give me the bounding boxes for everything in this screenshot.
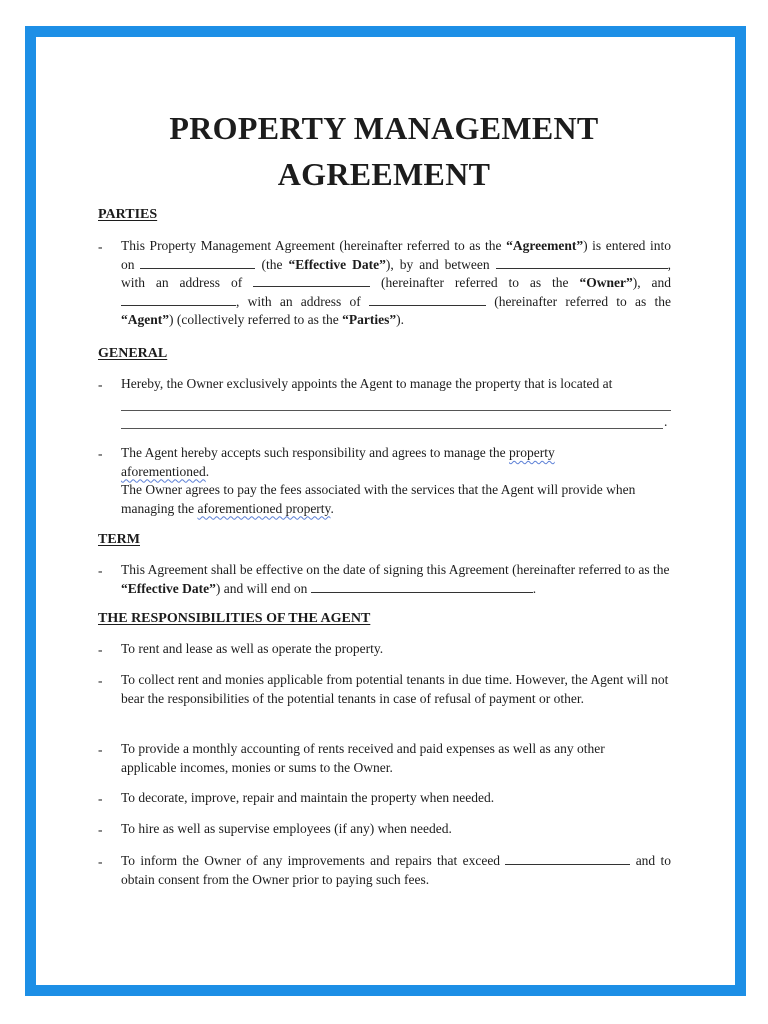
term-paragraph: This Agreement shall be effective on the date of signing this Agreement (hereinafter referred to as the “Effective Date”) and will end on . [121,562,670,596]
title-line-1: PROPERTY MANAGEMENT [169,110,599,146]
section-heading-responsibilities: THE RESPONSIBILITIES OF THE AGENT [98,611,371,626]
end-date-blank[interactable] [311,581,533,593]
bullet-dash: - [98,742,103,757]
bullet-dash: - [98,377,103,392]
title-line-2: AGREEMENT [277,156,491,192]
bullet-dash: - [98,854,103,869]
bullet-dash: - [98,563,103,578]
responsibility-item-3: To provide a monthly accounting of rents received and paid expenses as well as any other applicable incomes, monies or sums to the Owner. [121,741,605,775]
cost-threshold-blank[interactable] [505,853,630,865]
section-heading-parties: PARTIES [98,207,158,222]
bullet-dash: - [98,673,103,688]
responsibility-item-5: To hire as well as supervise employees (if any) when needed. [121,821,452,836]
bullet-dash: - [98,822,103,837]
agent-name-blank[interactable] [121,294,236,306]
responsibility-item-6: To inform the Owner of any improvements and repairs that exceed and to obtain consent from the Owner prior to paying such fees. [121,853,671,887]
responsibility-item-1: To rent and lease as well as operate the property. [121,641,384,656]
general-paragraph-1: Hereby, the Owner exclusively appoints the Agent to manage the property that is located at [121,376,613,391]
responsibility-item-4: To decorate, improve, repair and maintain the property when needed. [121,790,495,805]
general-paragraph-3: The Owner agrees to pay the fees associated with the services that the Agent will provide when managing the aforementioned property. [121,482,636,516]
bullet-dash: - [98,446,103,461]
section-heading-term: TERM [98,532,140,547]
bullet-dash: - [98,791,103,806]
general-paragraph-2: The Agent hereby accepts such responsibility and agrees to manage the property aforementioned. [121,445,555,479]
responsibility-item-2: To collect rent and monies applicable from potential tenants in due time. However, the Agent will not bear the responsibilities of the potential tenants in case of refusal of payment or other. [121,672,669,706]
bullet-dash: - [98,642,103,657]
owner-name-blank[interactable] [496,257,668,269]
document-title [0,105,768,197]
owner-address-blank[interactable] [253,275,370,287]
property-address-line-1[interactable] [121,410,671,411]
parties-paragraph: This Property Management Agreement (hereinafter referred to as the “Agreement”) is entered into on (the “Effective Date”), by and between , with an address of (hereinafter referred to as the “Owner”), and , with an address of (hereinafter referred to as the “Agent”) (collectively referred to as the “Parties”). [121,238,671,327]
agent-address-blank[interactable] [369,294,486,306]
effective-date-blank[interactable] [140,257,255,269]
property-address-line-2[interactable] [121,428,663,429]
bullet-dash: - [98,239,103,254]
section-heading-general: GENERAL [98,346,168,361]
line-end-period: . [664,414,668,429]
